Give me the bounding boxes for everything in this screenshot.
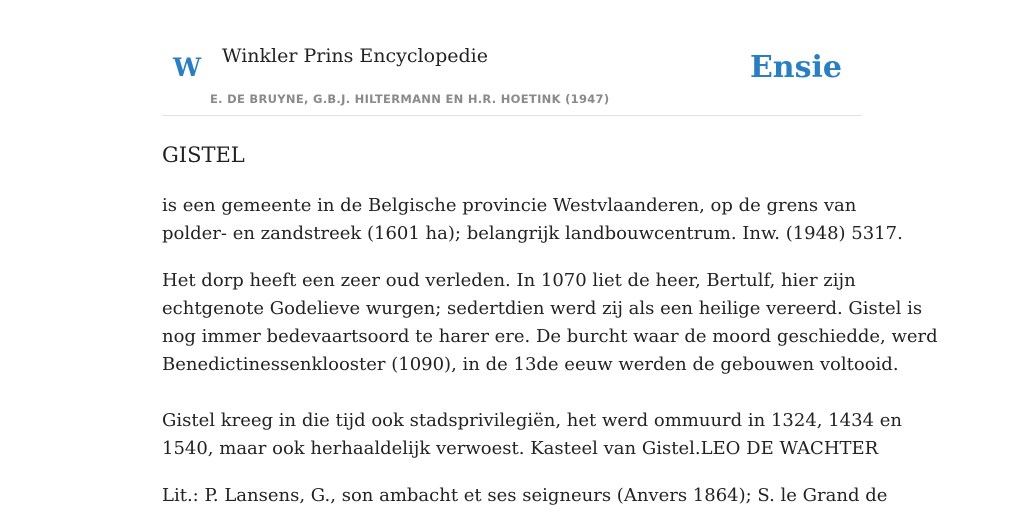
text-line: Gistel kreeg in die tijd ook stadsprivilegiën, het werd ommuurd in 1324, 1434 en [162, 410, 903, 431]
site-header [162, 40, 862, 116]
article-paragraph-history [162, 267, 938, 379]
text-line: Lit.: P. Lansens, G., son ambacht et ses seigneurs (Anvers 1864); S. le Grand de [162, 485, 888, 506]
text-line: Benedictinessenklooster (1090), in de 13de eeuw werden de gebouwen voltooid. [162, 354, 899, 375]
winkler-prins-logo[interactable]: W [173, 53, 202, 82]
text-line: Het dorp heeft een zeer oud verleden. In 1070 liet de heer, Bertulf, hier zijn [162, 270, 856, 291]
text-line: 1540, maar ook herhaaldelijk verwoest. Kasteel van Gistel.LEO DE WACHTER [162, 438, 879, 459]
text-line: polder- en zandstreek (1601 ha); belangrijk landbouwcentrum. Inw. (1948) 5317. [162, 223, 903, 244]
article-paragraph-privileges [162, 407, 903, 463]
article-paragraph-literature [162, 482, 888, 510]
text-line: is een gemeente in de Belgische provincie Westvlaanderen, op de grens van [162, 195, 857, 216]
text-line: nog immer bedevaartsoord te harer ere. De burcht waar de moord geschiedde, werd [162, 326, 938, 347]
article [162, 140, 938, 512]
text-line: echtgenote Godelieve wurgen; sedertdien werd zij als een heilige vereerd. Gistel is [162, 298, 923, 319]
book-authors: E. DE BRUYNE, G.B.J. HILTERMANN EN H.R. HOETINK (1947) [210, 92, 610, 106]
article-title: GISTEL [162, 143, 245, 167]
article-paragraph-intro [162, 192, 903, 248]
book-title[interactable]: Winkler Prins Encyclopedie [222, 45, 488, 67]
ensie-logo-link[interactable]: Ensie [749, 50, 842, 85]
